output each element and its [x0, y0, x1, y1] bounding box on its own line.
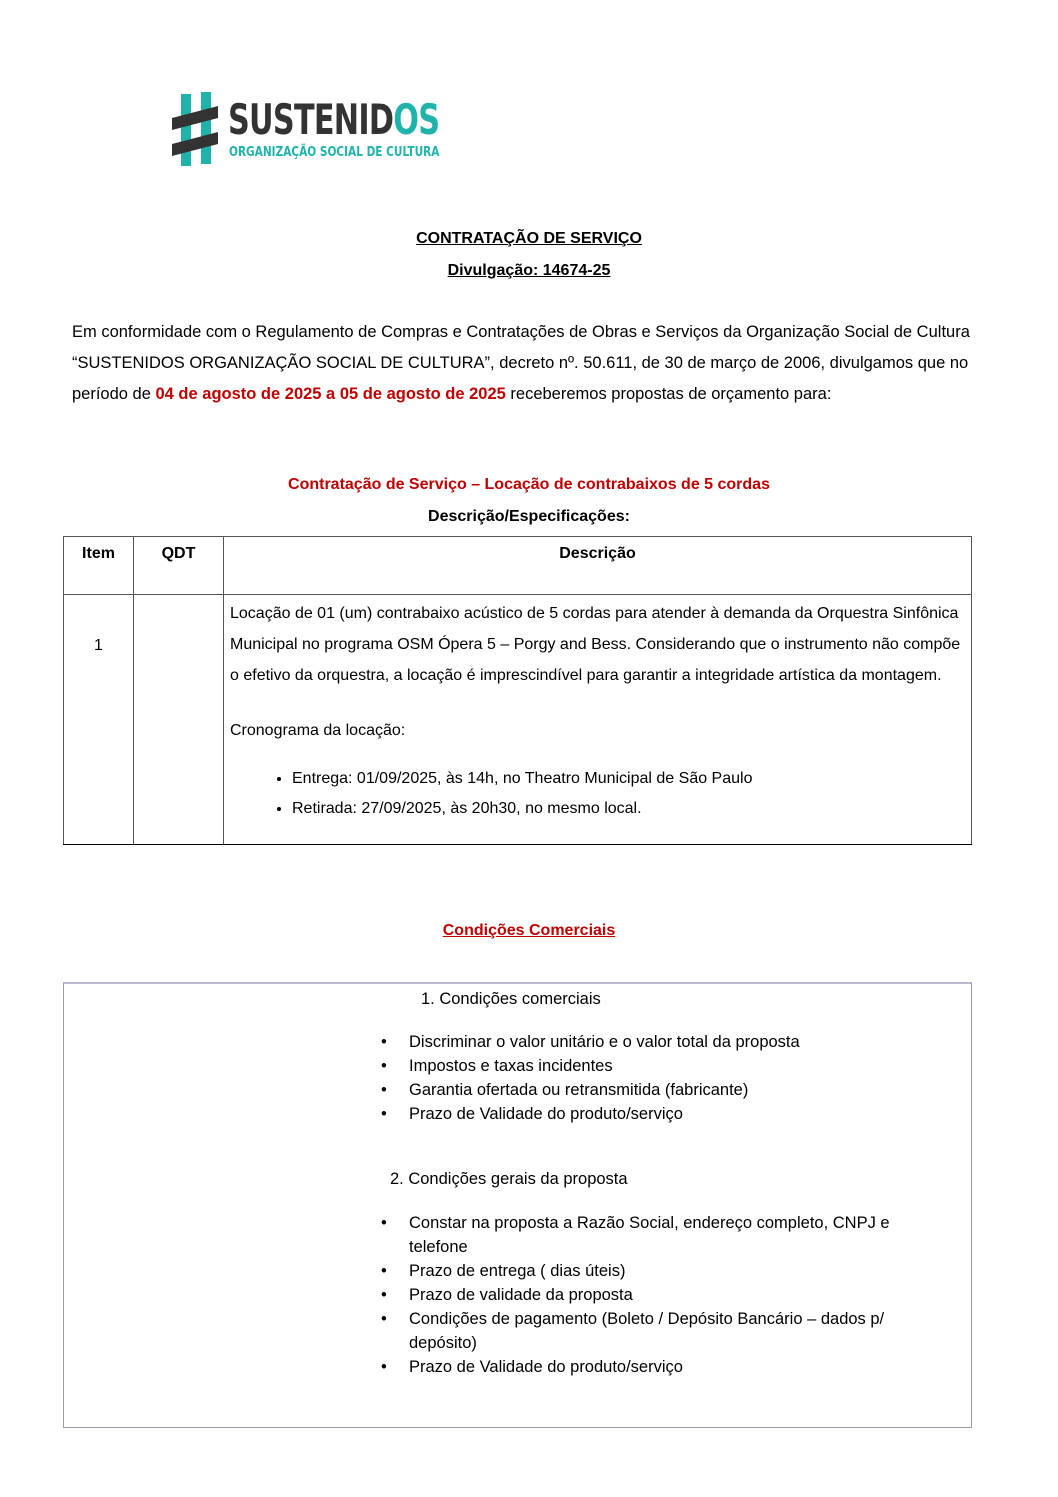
- logo-subtitle: ORGANIZAÇÃO SOCIAL DE CULTURA: [229, 144, 440, 160]
- spec-table: [63, 536, 972, 845]
- condition-item: • Condições de pagamento (Boleto / Depósito Bancário – dados p/ depósito): [379, 1307, 939, 1355]
- condition-item: • Impostos e taxas incidentes: [379, 1054, 939, 1078]
- schedule-list: [230, 764, 965, 824]
- sharp-symbol-icon: [172, 92, 222, 170]
- schedule-item: • Entrega: 01/09/2025, às 14h, no Theatro Municipal de São Paulo: [292, 764, 965, 794]
- spec-title: Descrição/Especificações:: [428, 508, 630, 525]
- cell-item: 1: [64, 595, 134, 845]
- logo-wordmark: SUSTENIDOS: [228, 95, 440, 144]
- description-text: Locação de 01 (um) contrabaixo acústico de 5 cordas para atender à demanda da Orquestra Sinfônica Municipal no programa OSM Ópera 5 – Porgy and Bess. Considerando que o instrumento não compõe o efetivo da orquestra, a locação é imprescindível para garantir a integridade artística da montagem.: [230, 605, 961, 684]
- conditions-list-1: [379, 1030, 939, 1126]
- condition-item: • Prazo de Validade do produto/serviço: [379, 1355, 939, 1379]
- conditions-box: [63, 982, 972, 1428]
- condition-item: • Prazo de entrega ( dias úteis): [379, 1259, 939, 1283]
- condition-item: • Garantia ofertada ou retransmitida (fabricante): [379, 1078, 939, 1102]
- condition-item: • Discriminar o valor unitário e o valor total da proposta: [379, 1030, 939, 1054]
- sustenidos-logo: [172, 92, 440, 170]
- col-header-qdt: QDT: [134, 537, 224, 595]
- conditions-list-2: [379, 1211, 939, 1379]
- col-header-item: Item: [64, 537, 134, 595]
- period-highlight: 04 de agosto de 2025 a 05 de agosto de 2025: [155, 385, 506, 403]
- table-row: [64, 595, 972, 845]
- conditions-title: Condições Comerciais: [442, 922, 616, 939]
- condition-item: • Constar na proposta a Razão Social, endereço completo, CNPJ e telefone: [379, 1211, 939, 1259]
- condition-item: • Prazo de Validade do produto/serviço: [379, 1102, 939, 1126]
- service-title: Contratação de Serviço – Locação de contrabaixos de 5 cordas: [288, 476, 770, 493]
- intro-paragraph: Em conformidade com o Regulamento de Compras e Contratações de Obras e Serviços da Organização Social de Cultura “SUSTENIDOS ORGANIZAÇÃO SOCIAL DE CULTURA”, decreto nº. 50.611, de 30 de março de 2006, divulgamos que no período de 04 de agosto de 2025 a 05 de agosto de 2025 receberemos propostas de orçamento para:: [72, 323, 970, 403]
- conditions-section-heading: 1. Condições comerciais: [421, 990, 601, 1008]
- schedule-item: • Retirada: 27/09/2025, às 20h30, no mesmo local.: [292, 794, 965, 824]
- schedule-label: Cronograma da locação:: [230, 722, 406, 739]
- table-header-row: [64, 537, 972, 595]
- conditions-section-heading: 2. Condições gerais da proposta: [390, 1170, 628, 1188]
- condition-item: • Prazo de validade da proposta: [379, 1283, 939, 1307]
- page-title: CONTRATAÇÃO DE SERVIÇO: [416, 230, 642, 247]
- cell-descricao: [224, 595, 972, 845]
- col-header-descricao: Descrição: [224, 537, 972, 595]
- cell-qdt: [134, 595, 224, 845]
- divulgacao-number: Divulgação: 14674-25: [447, 262, 611, 279]
